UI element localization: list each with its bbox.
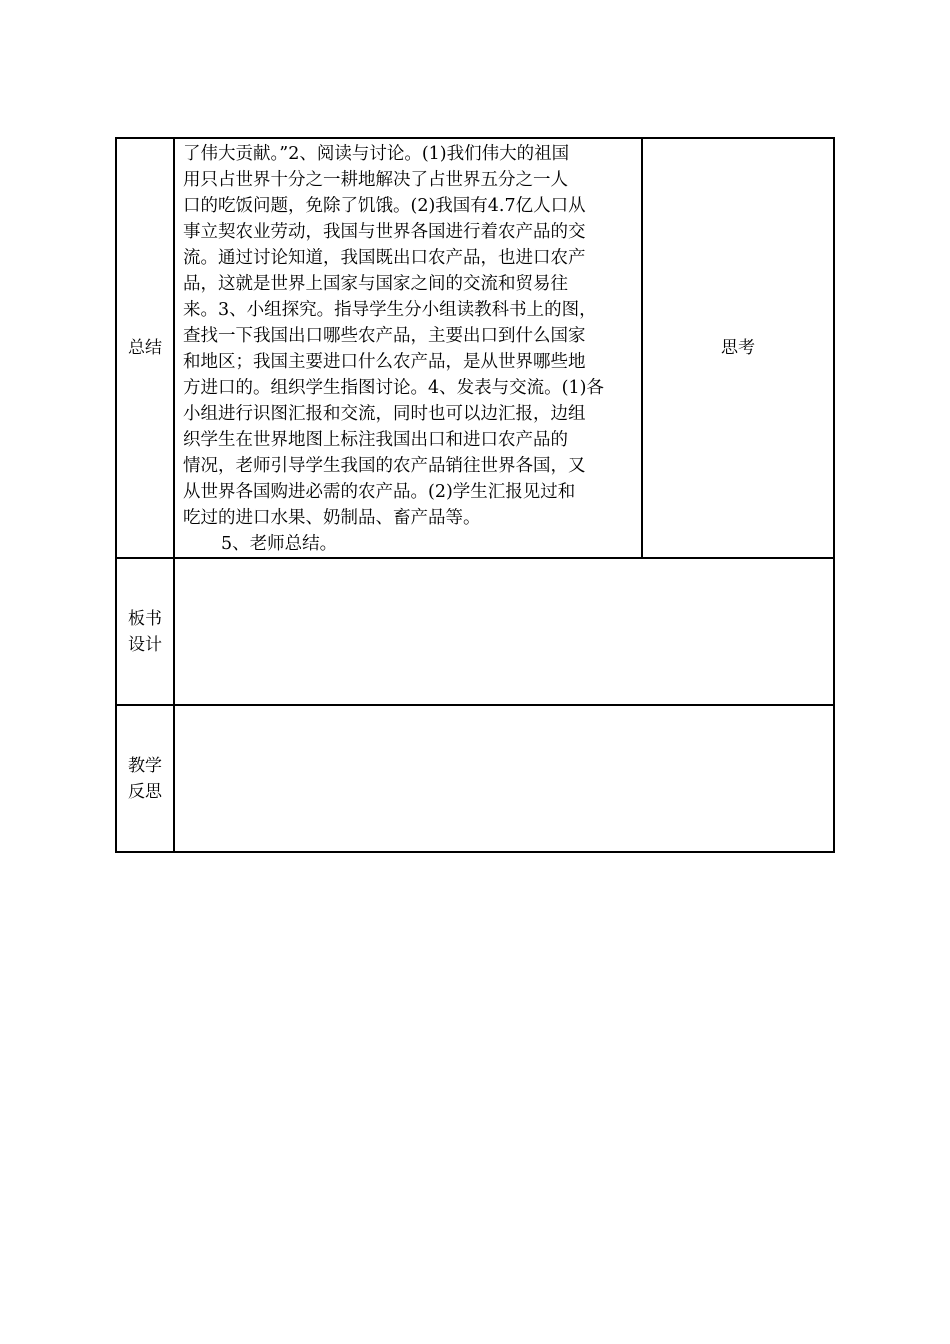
summary-content-cell xyxy=(174,138,642,558)
summary-label: 总结 xyxy=(128,338,162,358)
board-design-label-cell xyxy=(116,558,174,705)
summary-side-note: 思考 xyxy=(721,338,755,358)
summary-label-cell xyxy=(116,138,174,558)
teaching-reflection-row xyxy=(116,705,834,852)
board-design-label-line2: 设计 xyxy=(128,634,162,655)
teaching-reflection-label-line1: 教学 xyxy=(128,755,162,776)
teaching-reflection-label-cell xyxy=(116,705,174,852)
lesson-plan-table xyxy=(115,137,835,853)
summary-content-text: 了伟大贡献。”2、阅读与讨论。(1)我们伟大的祖国 用只占世界十分之一耕地解决了占世界五分之一人 口的吃饭问题，免除了饥饿。(2)我国有4.7亿人口从 事立契农业劳动，我国与世界各国进行着农产品的交 流。通过讨论知道，我国既出口农产品，也进口农产 品，这就是世界上国家与国家之间的交流和贸易往 来。3、小组探究。指导学生分小组读教科书上的图， 查找一下我国出口哪些农产品，主要出口到什么国家 和地区；我国主要进口什么农产品，是从世界哪些地 方进口的。组织学生指图讨论。4、发表与交流。(1)各 小组进行识图汇报和交流，同时也可以边汇报，边组 织学生在世界地图上标注我国出口和进口农产品的 情况，老师引导学生我国的农产品销往世界各国，又 从世界各国购进必需的农产品。(2)学生汇报见过和 吃过的进口水果、奶制品、畜产品等。 xyxy=(183,144,604,528)
board-design-row xyxy=(116,558,834,705)
summary-closing-text: 5、老师总结。 xyxy=(221,534,338,554)
summary-side-cell xyxy=(642,138,834,558)
board-design-content-cell xyxy=(174,558,834,705)
teaching-reflection-content-cell xyxy=(174,705,834,852)
board-design-label-line1: 板书 xyxy=(128,608,162,629)
summary-row xyxy=(116,138,834,558)
teaching-reflection-label-line2: 反思 xyxy=(128,781,162,802)
